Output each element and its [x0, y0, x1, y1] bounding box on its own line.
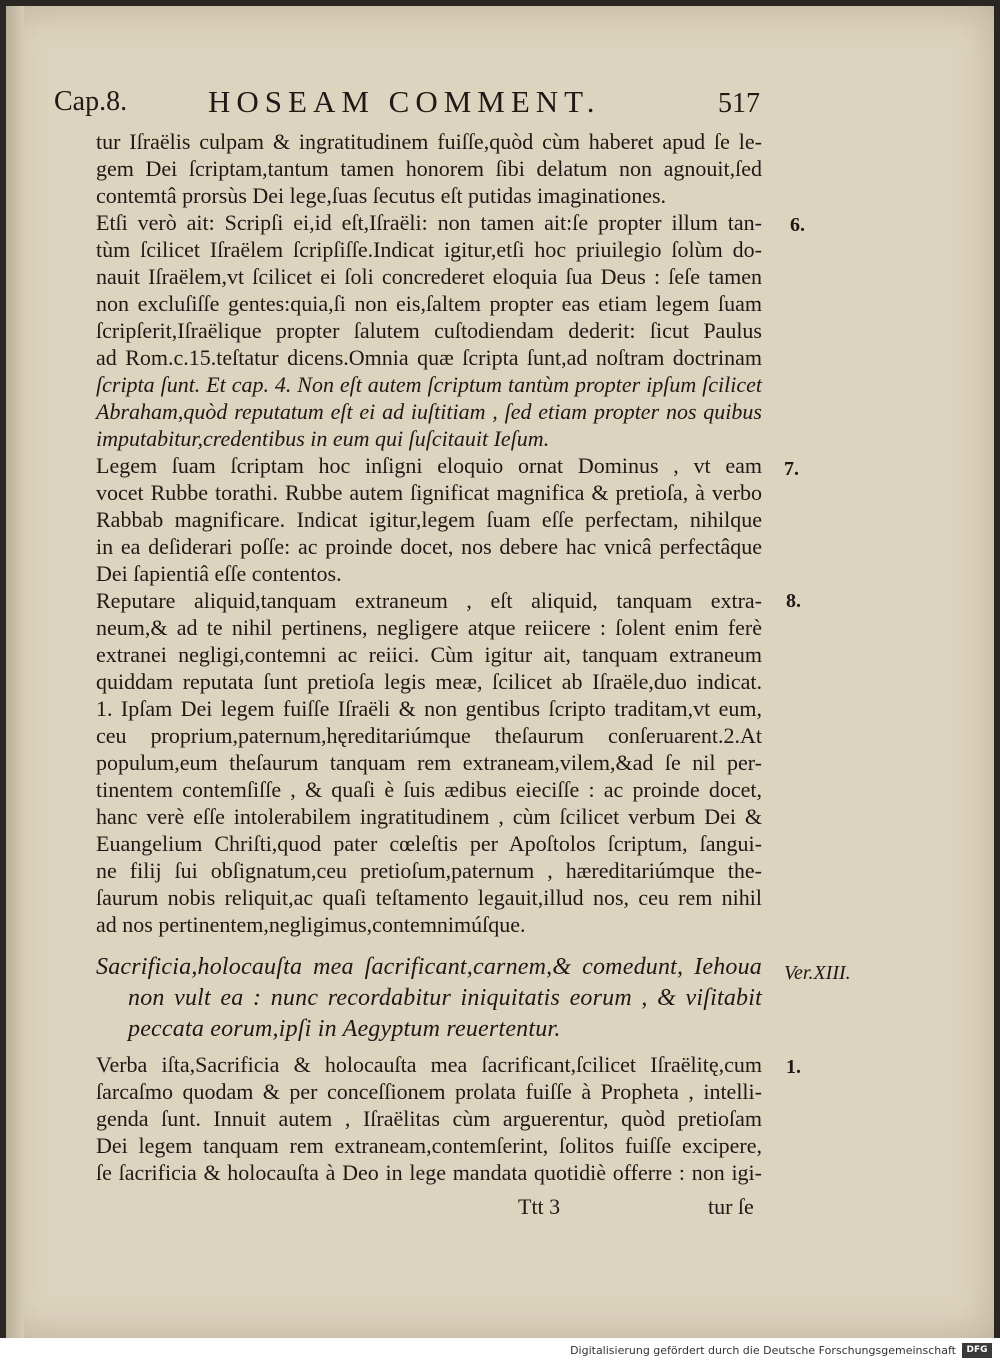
text-line: ne filij ſui obſignatum,ceu pretioſum,paternum , hæreditariúmque the-: [96, 858, 762, 883]
page-gutter-shadow: [6, 6, 24, 1338]
text-line: Dei ſapientiâ eſſe contentos.: [96, 561, 342, 586]
text-line: Abraham,quòd reputatum eſt ei ad iuſtitiam , ſed etiam propter nos quibus: [96, 399, 762, 424]
verse-line: peccata eorum,ipſi in Aegyptum reuertentur.: [128, 1016, 561, 1042]
spacer: [96, 938, 762, 952]
funding-credit: Digitalisierung gefördert durch die Deutsche Forschungsgemeinschaft: [570, 1344, 956, 1357]
catchword: tur ſe: [708, 1194, 754, 1219]
text-line: contemtâ prorsùs Dei lege,ſuas ſecutus eſt putidas imaginationes.: [96, 183, 667, 208]
margin-note: 6.: [790, 214, 805, 236]
text-line: ad Rom.c.15.teſtatur dicens.Omnia quæ ſcripta ſunt,ad noſtram doctrinam: [96, 345, 762, 370]
text-line: imputabitur,credentibus in eum qui ſuſcitauit Ieſum.: [96, 426, 550, 451]
margin-note: 8.: [786, 590, 801, 612]
text-line: nauit Iſraëlem,vt ſcilicet ei ſoli concrederet eloquia ſua Deus : ſeſe tamen: [96, 264, 762, 289]
text-line: populum,eum theſaurum tanquam rem extraneam,vilem,&ad ſe nil per-: [96, 750, 762, 775]
text-line: Etſi verò ait: Scripſi ei,id eſt,Iſraëli: non tamen ait:ſe propter illum tan-: [96, 210, 762, 235]
chapter-label: Cap.8.: [54, 86, 128, 117]
verse-reference: Ver.XIII.: [784, 962, 851, 984]
text-line: in ea deſiderari poſſe: ac proinde docet, nos debere hac vnicâ perfectâque: [96, 534, 762, 559]
text-line: ſcripta ſunt. Et cap. 4. Non eſt autem ſcriptum tantùm propter ipſum ſcilicet: [96, 372, 762, 397]
margin-note: 1.: [786, 1056, 801, 1078]
text-line: ad nos pertinentem,negligimus,contemnimúſque.: [96, 912, 526, 937]
text-line: non excluſiſſe gentes:quia,ſi non eis,ſaltem propter eas etiam legem ſuam: [96, 291, 762, 316]
paragraph: [96, 452, 762, 587]
text-line: gem Dei ſcriptam,tantum tamen honorem ſibi delatum non agnouit,ſed: [96, 156, 762, 181]
verse-line: non vult ea : nunc recordabitur iniquitatis eorum , & viſitabit: [128, 985, 762, 1011]
paragraph: [96, 209, 762, 452]
book-page: [6, 6, 994, 1338]
text-line: Legem ſuam ſcriptam hoc inſigni eloquio ornat Dominus , vt eam: [96, 453, 762, 478]
text-line: quiddam reputata ſunt pretioſa legis meæ, ſcilicet ab Iſraële,duo indicat.: [96, 669, 762, 694]
text-line: Rabbab magnificare. Indicat igitur,legem ſuam eſſe perfectam, nihilque: [96, 507, 762, 532]
paragraph: [96, 587, 762, 938]
text-line: ſarcaſmo quodam & per conceſſionem prolata fuiſſe à Propheta , intelli-: [96, 1079, 762, 1104]
text-line: extranei negligi,contemni ac reiici. Cùm igitur ait, tanquam extraneum: [96, 642, 762, 667]
text-line: tùm ſcilicet Iſraëlem ſcripſiſſe.Indicat igitur,etſi hoc priuilegio ſolùm do-: [96, 237, 762, 262]
dfg-logo: DFG: [962, 1343, 992, 1358]
text-line: Reputare aliquid,tanquam extraneum , eſt aliquid, tanquam extra-: [96, 588, 762, 613]
text-line: hanc verè eſſe intolerabilem ingratitudinem , cùm ſcilicet verbum Dei &: [96, 804, 762, 829]
text-line: ſe ſacrificia & holocauſta à Deo in lege mandata quotidiè offerre : non igi-: [96, 1160, 762, 1185]
text-line: genda ſunt. Innuit autem , Iſraëlitas cùm arguerentur, quòd pretioſam: [96, 1106, 762, 1131]
text-line: tinentem contemſiſſe , & quaſi è ſuis ædibus eieciſſe : ac proinde docet,: [96, 777, 762, 802]
scripture-verse: [96, 952, 762, 1045]
text-line: vocet Rubbe torathi. Rubbe autem ſignificat magnifica & pretioſa, à verbo: [96, 480, 762, 505]
verse-line: Sacrificia,holocauſta mea ſacrificant,carnem,& comedunt, Iehoua: [96, 954, 762, 980]
page-header: [6, 84, 994, 128]
text-line: neum,& ad te nihil pertinens, negligere atque reiicere : ſolent enim ferè: [96, 615, 762, 640]
text-line: Euangelium Chriſti,quod pater cœleſtis per Apoſtolos ſcriptum, ſangui-: [96, 831, 762, 856]
text-line: 1. Ipſam Dei legem fuiſſe Iſraëli & non gentibus ſcripto traditam,vt eum,: [96, 696, 762, 721]
text-line: ceu proprium,paternum,hęreditariúmque theſaurum conſeruarent.2.At: [96, 723, 762, 748]
paragraph: [96, 128, 762, 209]
signature-mark: Ttt 3: [518, 1194, 561, 1219]
text-line: Verba iſta,Sacrificia & holocauſta mea ſacrificant,ſcilicet Iſraëlitę,cum: [96, 1052, 762, 1077]
catchline: [6, 1194, 994, 1224]
running-title: HOSEAM COMMENT.: [208, 84, 601, 119]
funding-footer: [0, 1338, 1000, 1364]
margin-note: 7.: [784, 458, 799, 480]
text-line: tur Iſraëlis culpam & ingratitudinem fuiſſe,quòd cùm haberet apud ſe le-: [96, 129, 762, 154]
paragraph: [96, 1051, 762, 1186]
text-line: ſcripſerit,Iſraëlique propter ſalutem cuſtodiendam dederit: ſicut Paulus: [96, 318, 762, 343]
main-text: [96, 128, 762, 1186]
text-line: ſaurum nobis reliquit,ac quaſi teſtamento legauit,illud nos, ceu rem nihil: [96, 885, 762, 910]
page-number: 517: [718, 88, 760, 119]
text-line: Dei legem tanquam rem extraneam,contemſerint, ſolitos fuiſſe excipere,: [96, 1133, 762, 1158]
